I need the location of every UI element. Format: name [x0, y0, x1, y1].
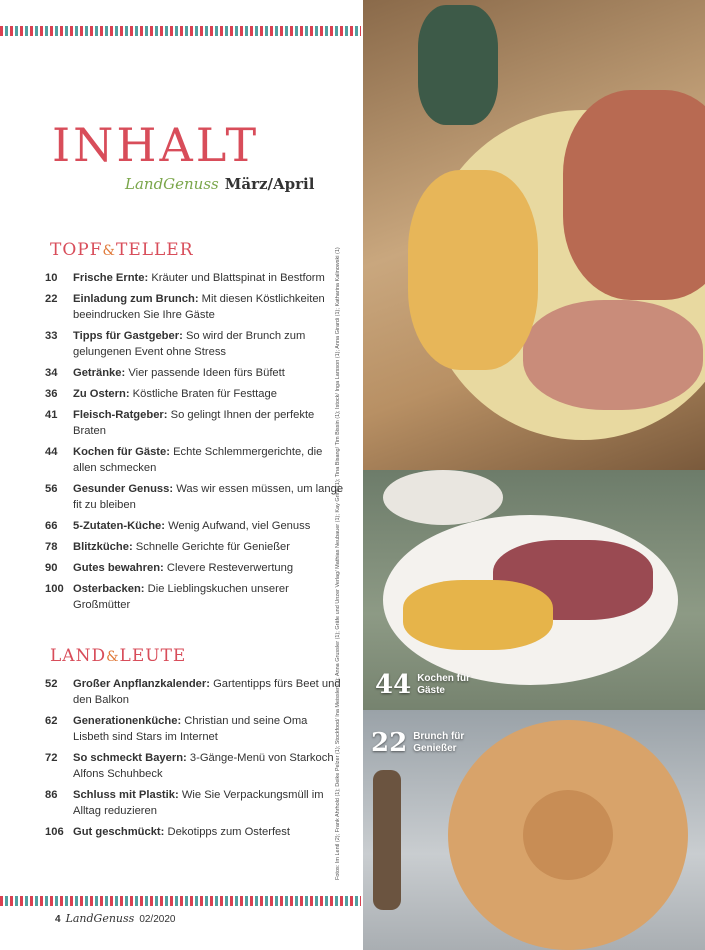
- toc-entry-description: Christian und seine Oma Lisbeth sind Stars im Internet: [73, 715, 308, 743]
- toc-entry-text: [73, 824, 345, 840]
- toc-entry-title: Zu Ostern:: [73, 388, 130, 400]
- toc-page-number: 41: [45, 409, 58, 421]
- toc-entry-description: Clevere Resteverwertung: [166, 562, 294, 574]
- toc-entry-title: Gutes bewahren:: [73, 562, 164, 574]
- toc-entry-description: Echte Schlemmergerichte, die allen schmecken: [73, 446, 323, 474]
- toc-entry-description: Was wir essen müssen, um lange fit zu bleiben: [73, 483, 344, 511]
- meatloaf-photo: [363, 0, 705, 470]
- photo-column: [363, 0, 705, 950]
- toc-entry-description: Wie Sie Verpackungsmüll im Alltag reduzieren: [73, 789, 324, 817]
- toc-page-number: 78: [45, 541, 58, 553]
- toc-page-number: 106: [45, 826, 64, 838]
- toc-entry-title: Getränke:: [73, 367, 126, 379]
- toc-entry-text: [73, 407, 345, 439]
- toc-entry-title: Kochen für Gäste:: [73, 446, 170, 458]
- toc-entry: [45, 365, 345, 381]
- toc-entry-title: Gut geschmückt:: [73, 826, 165, 838]
- photo-caption-22: 22 Brunch für Genießer: [371, 728, 465, 758]
- toc-entry: [45, 539, 345, 555]
- toc-page-number: 22: [45, 293, 58, 305]
- toc-entry-text: [73, 481, 345, 513]
- photo-credits: Fotos: Im Lentl (2); Frank Ahrhold (1); Deike Pelzer (1); Stockfood/ Ina Meissler (1); Anna Grussler (1); Gräfe und Unzer Verlag/ Mathias Neubauer (1); Kay Grins (1); Tina Bisang/ Tim Bissin (1); Istock/ Inga Larsson (1); Anna Girardi (1); Katharina Kalinowski (1): [335, 247, 341, 880]
- toc-entry-text: [73, 365, 345, 381]
- section-heading-topf-teller: TOPF&TELLER: [50, 240, 194, 260]
- toc-entry-text: [73, 518, 345, 534]
- toc-entry-title: Blitzküche:: [73, 541, 133, 553]
- toc-entry: [45, 386, 345, 402]
- potato-rosettes-shape: [408, 170, 538, 370]
- issue-line: [125, 175, 314, 193]
- gravy-jug-shape: [418, 5, 498, 125]
- toc-entry-title: So schmeckt Bayern:: [73, 752, 187, 764]
- meatloaf-shape: [563, 90, 705, 300]
- toc-entry-text: [73, 539, 345, 555]
- toc-page-number: 90: [45, 562, 58, 574]
- toc-page-number: 44: [45, 446, 58, 458]
- footer-page-number: 4: [55, 914, 61, 925]
- toc-entry-title: Gesunder Genuss:: [73, 483, 174, 495]
- toc-entry-text: [73, 560, 345, 576]
- page-title: INHALT: [52, 118, 260, 172]
- toc-entry-text: [73, 386, 345, 402]
- bowl-shape: [383, 470, 503, 525]
- toc-entry: [45, 444, 345, 476]
- toc-entry-description: Gartentipps fürs Beet und den Balkon: [73, 678, 341, 706]
- roast-beef-photo: [363, 470, 705, 710]
- toc-entry-text: [73, 787, 345, 819]
- footer-brand: LandGenuss: [65, 912, 135, 925]
- toc-entry: [45, 481, 345, 513]
- toc-entry-title: Fleisch-Ratgeber:: [73, 409, 168, 421]
- poppy-bread-photo: [363, 710, 705, 950]
- toc-entry-text: [73, 713, 345, 745]
- toc-entry-text: [73, 581, 345, 613]
- toc-page-number: 86: [45, 789, 58, 801]
- toc-entry-title: Schluss mit Plastik:: [73, 789, 179, 801]
- toc-entry-title: Tipps für Gastgeber:: [73, 330, 183, 342]
- toc-entry: [45, 581, 345, 613]
- toc-entry-text: [73, 270, 345, 286]
- toc-list-topf-teller: [45, 270, 345, 618]
- toc-entry-description: Schnelle Gerichte für Genießer: [135, 541, 291, 553]
- section-heading-land-leute: LAND&LEUTE: [50, 646, 187, 666]
- toc-entry: [45, 291, 345, 323]
- toc-page-number: 72: [45, 752, 58, 764]
- toc-page-number: 36: [45, 388, 58, 400]
- toc-entry: [45, 270, 345, 286]
- toc-entry-title: Osterbacken:: [73, 583, 145, 595]
- toc-entry-title: Einladung zum Brunch:: [73, 293, 199, 305]
- toc-entry: [45, 518, 345, 534]
- bread-center-shape: [523, 790, 613, 880]
- toc-entry: [45, 750, 345, 782]
- potatoes-shape: [403, 580, 553, 650]
- toc-entry: [45, 328, 345, 360]
- toc-entry-description: Kräuter und Blattspinat in Bestform: [151, 272, 325, 284]
- toc-page-number: 62: [45, 715, 58, 727]
- toc-entry-description: So wird der Brunch zum gelungenen Event ohne Stress: [73, 330, 306, 358]
- toc-entry-text: [73, 676, 345, 708]
- toc-entry-text: [73, 444, 345, 476]
- toc-entry-title: Generationenküche:: [73, 715, 182, 727]
- photo-caption-44: 44 Kochen für Gäste: [375, 670, 470, 700]
- toc-entry-description: Die Lieblingskuchen unserer Großmütter: [73, 583, 289, 611]
- toc-entry: [45, 713, 345, 745]
- toc-entry-description: Wenig Aufwand, viel Genuss: [168, 520, 311, 532]
- toc-entry-title: Großer Anpflanzkalender:: [73, 678, 210, 690]
- toc-page-number: 100: [45, 583, 64, 595]
- toc-list-land-leute: [45, 676, 345, 845]
- toc-page-number: 66: [45, 520, 58, 532]
- brand-logo: LandGenuss: [125, 175, 219, 193]
- page-footer: [55, 912, 175, 925]
- toc-page-number: 56: [45, 483, 58, 495]
- footer-issue: 02/2020: [139, 914, 176, 925]
- toc-page-number: 33: [45, 330, 58, 342]
- toc-entry-text: [73, 291, 345, 323]
- toc-entry-description: 3-Gänge-Menü von Starkoch Alfons Schuhbeck: [73, 752, 334, 780]
- toc-entry-description: Mit diesen Köstlichkeiten beeindrucken Sie Ihre Gäste: [73, 293, 325, 321]
- toc-entry-title: Frische Ernte:: [73, 272, 149, 284]
- toc-entry-description: So gelingt Ihnen der perfekte Braten: [73, 409, 315, 437]
- toc-entry-text: [73, 750, 345, 782]
- toc-entry: [45, 407, 345, 439]
- issue-date: März/April: [224, 175, 315, 193]
- toc-entry-description: Vier passende Ideen fürs Büfett: [128, 367, 285, 379]
- decorative-stripe-bottom: [0, 896, 361, 906]
- toc-entry-title: 5-Zutaten-Küche:: [73, 520, 165, 532]
- toc-entry: [45, 560, 345, 576]
- toc-entry: [45, 676, 345, 708]
- toc-entry: [45, 787, 345, 819]
- meatloaf-slice-shape: [523, 300, 703, 410]
- toc-entry-text: [73, 328, 345, 360]
- toc-page-number: 52: [45, 678, 58, 690]
- toc-page-number: 10: [45, 272, 58, 284]
- toc-entry-description: Köstliche Braten für Festtage: [132, 388, 277, 400]
- knife-shape: [373, 770, 401, 910]
- toc-entry-description: Dekotipps zum Osterfest: [167, 826, 290, 838]
- toc-page-number: 34: [45, 367, 58, 379]
- toc-entry: [45, 824, 345, 840]
